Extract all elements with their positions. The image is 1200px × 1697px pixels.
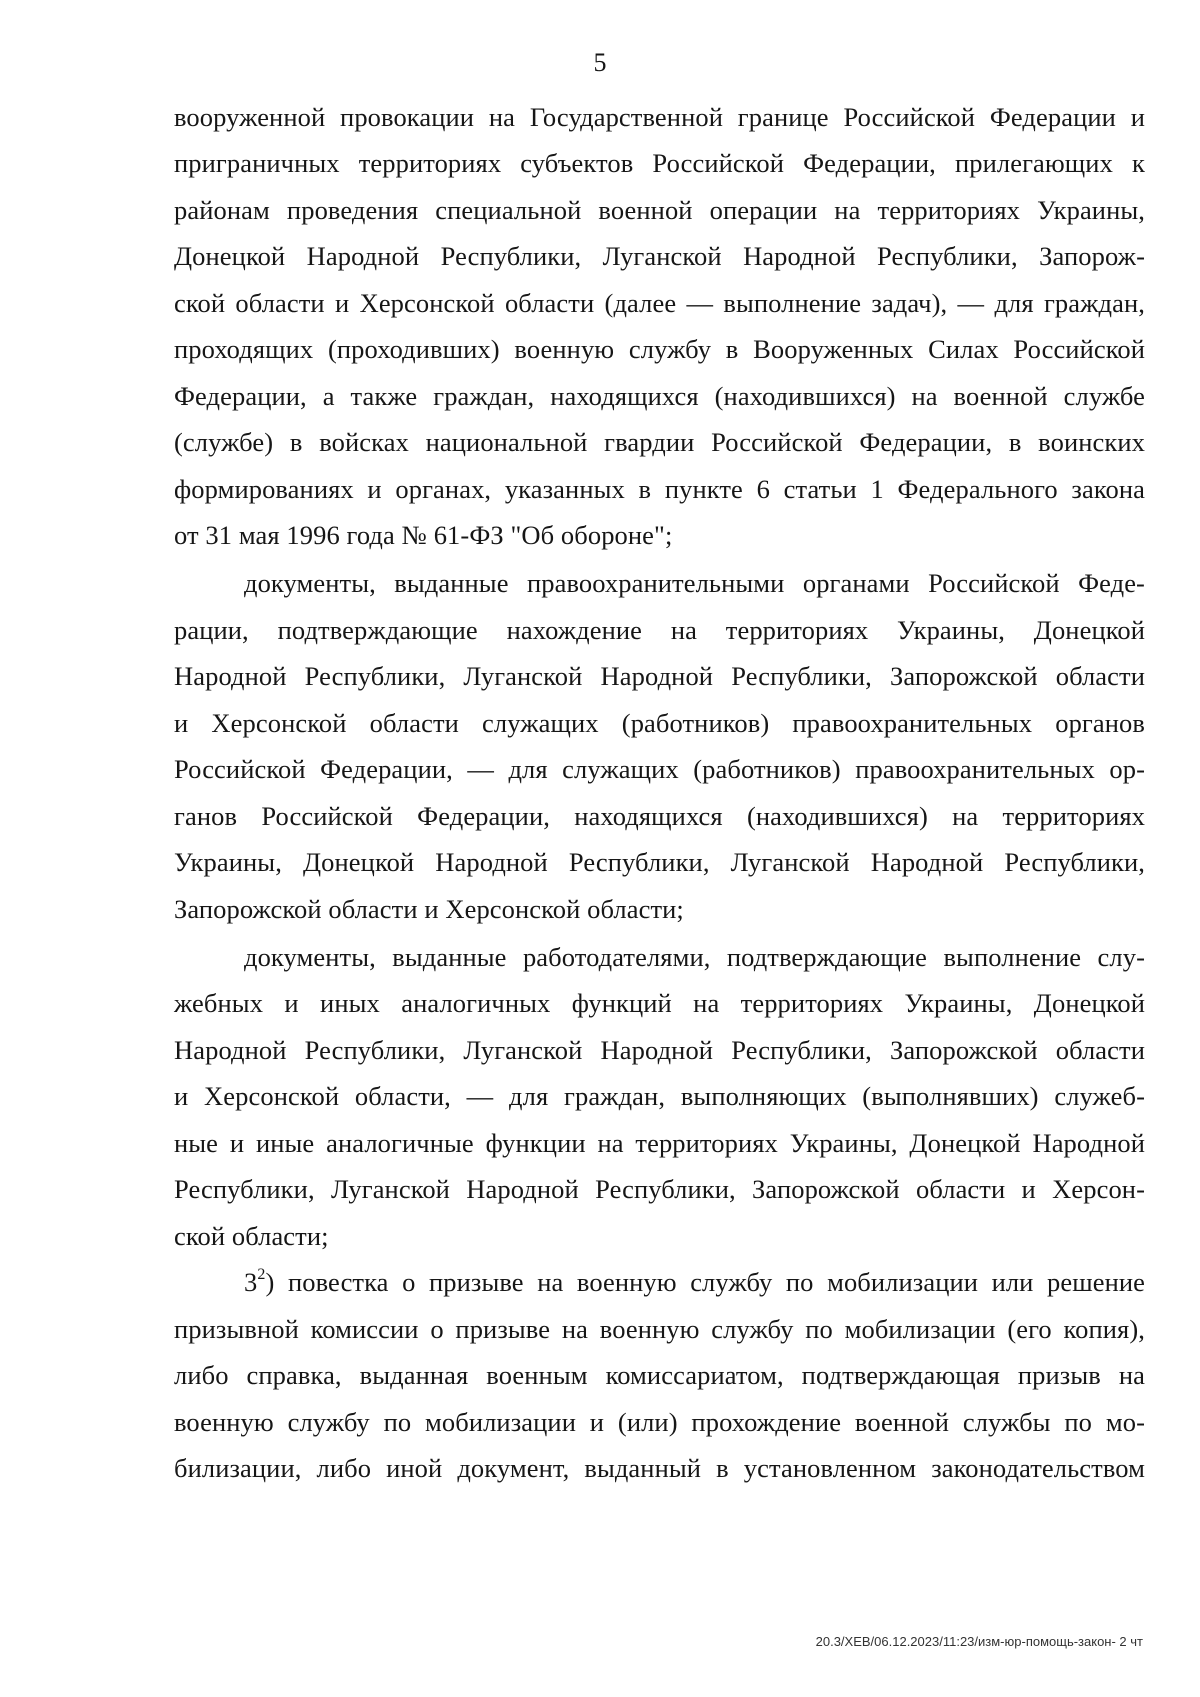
text-line: вооруженной провокации на Государственной границе Российской Федерации и	[174, 102, 1145, 132]
text-line: Республики, Луганской Народной Республики, Запорожской области и Херсон-	[174, 1174, 1145, 1204]
text-line: военную службу по мобилизации и (или) прохождение военной службы по мо-	[174, 1407, 1145, 1437]
item-superscript: 2	[257, 1266, 266, 1283]
text-line: Народной Республики, Луганской Народной Республики, Запорожской области	[174, 1035, 1145, 1065]
text-line: призывной комиссии о призыве на военную службу по мобилизации (его копия),	[174, 1314, 1145, 1344]
text-line: (службе) в войсках национальной гвардии Российской Федерации, в воинских	[174, 427, 1145, 457]
footer-stamp: 20.3/ХЕВ/06.12.2023/11:23/изм-юр-помощь-закон- 2 чт	[815, 1634, 1143, 1649]
text-line: и Херсонской области, — для граждан, выполняющих (выполнявших) служеб-	[174, 1081, 1145, 1111]
item-text: повестка о призыве на военную службу по мобилизации или решение	[287, 1267, 1145, 1297]
item-suffix: )	[265, 1267, 275, 1297]
paragraph-first-line: документы, выданные правоохранительными органами Российской Феде-	[244, 568, 1145, 598]
paragraph-first-line: документы, выданные работодателями, подтверждающие выполнение слу-	[244, 942, 1145, 972]
text-line: от 31 мая 1996 года № 61-ФЗ "Об обороне";	[174, 520, 673, 550]
text-line: Украины, Донецкой Народной Республики, Луганской Народной Республики,	[174, 847, 1145, 877]
text-line: Федерации, а также граждан, находящихся (находившихся) на военной службе	[174, 381, 1145, 411]
text-line: либо справка, выданная военным комиссариатом, подтверждающая призыв на	[174, 1360, 1145, 1390]
text-line: проходящих (проходивших) военную службу в Вооруженных Силах Российской	[174, 334, 1145, 364]
item-number: 3	[244, 1267, 258, 1297]
text-line: Российской Федерации, — для служащих (работников) правоохранительных ор-	[174, 754, 1145, 784]
text-line: билизации, либо иной документ, выданный в установленном законодательством	[174, 1453, 1145, 1483]
text-line: районам проведения специальной военной операции на территориях Украины,	[174, 195, 1145, 225]
text-line: Донецкой Народной Республики, Луганской Народной Республики, Запорож-	[174, 241, 1145, 271]
text-line: формированиях и органах, указанных в пункте 6 статьи 1 Федерального закона	[174, 474, 1145, 504]
page-number: 5	[593, 48, 607, 77]
text-line: и Херсонской области служащих (работников) правоохранительных органов	[174, 708, 1145, 738]
text-line: Запорожской области и Херсонской области;	[174, 894, 684, 924]
text-line: ганов Российской Федерации, находящихся (находившихся) на территориях	[174, 801, 1145, 831]
text-line: ской области и Херсонской области (далее — выполнение задач), — для граждан,	[174, 288, 1145, 318]
text-line: жебных и иных аналогичных функций на территориях Украины, Донецкой	[174, 988, 1145, 1018]
text-line: рации, подтверждающие нахождение на территориях Украины, Донецкой	[174, 615, 1145, 645]
text-line: приграничных территориях субъектов Российской Федерации, прилегающих к	[174, 148, 1145, 178]
list-item-first-line	[244, 1264, 1145, 1300]
text-line: Народной Республики, Луганской Народной Республики, Запорожской области	[174, 661, 1145, 691]
text-line: ской области;	[174, 1221, 329, 1251]
text-line: ные и иные аналогичные функции на территориях Украины, Донецкой Народной	[174, 1128, 1145, 1158]
